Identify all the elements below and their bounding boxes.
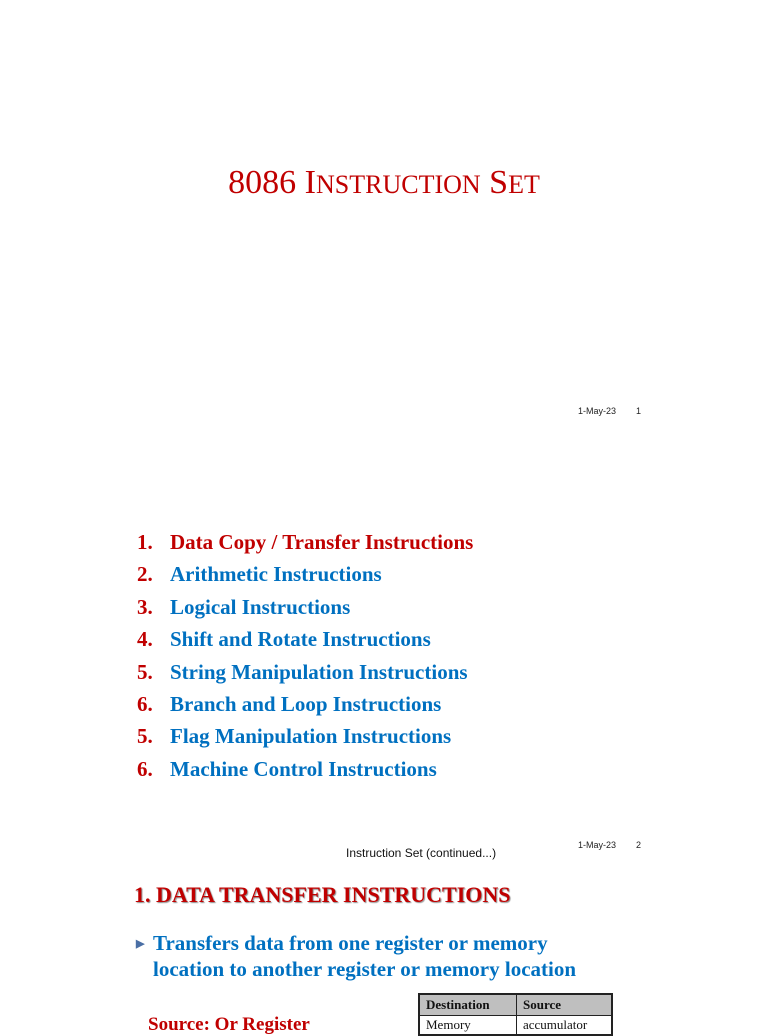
slide-2 bbox=[0, 432, 768, 864]
slide-3 bbox=[0, 864, 768, 1035]
bullet-line: location to another register or memory location bbox=[153, 957, 577, 981]
list-item: 3. Logical Instructions bbox=[137, 594, 351, 619]
partial-bullet: Source: Or Register bbox=[148, 1014, 310, 1035]
table-cell: Memory bbox=[419, 1016, 517, 1036]
slide-title: 1. DATA TRANSFER INSTRUCTIONS bbox=[134, 882, 511, 907]
list-item: 4. Shift and Rotate Instructions bbox=[137, 627, 431, 652]
instruction-category-list bbox=[137, 526, 473, 785]
bullet-arrow-icon: ▶ bbox=[136, 938, 145, 950]
list-item: 2. Arithmetic Instructions bbox=[137, 562, 382, 587]
list-item: 5. String Manipulation Instructions bbox=[137, 659, 468, 684]
list-item: 5. Flag Manipulation Instructions bbox=[137, 724, 452, 749]
bullet-point bbox=[136, 930, 616, 982]
operand-table bbox=[418, 993, 613, 1036]
bullet-line: Transfers data from one register or memory bbox=[153, 931, 548, 955]
column-header: Source bbox=[517, 994, 613, 1016]
list-item: 6. Machine Control Instructions bbox=[137, 756, 437, 781]
slide-number: 2 bbox=[636, 840, 642, 850]
list-item: 1. Data Copy / Transfer Instructions bbox=[137, 530, 474, 554]
column-header: Destination bbox=[419, 994, 517, 1016]
slide-footer: Instruction Set (continued...) bbox=[346, 846, 497, 860]
list-item: 6. Branch and Loop Instructions bbox=[137, 691, 442, 716]
slide-title: 8086 INSTRUCTION SET bbox=[228, 164, 540, 201]
table-row bbox=[419, 1016, 612, 1036]
table-header-row bbox=[419, 994, 612, 1016]
slide-date: 1-May-23 bbox=[578, 840, 617, 850]
table-cell: accumulator bbox=[517, 1016, 613, 1036]
slide-number: 1 bbox=[636, 406, 642, 416]
slide-1 bbox=[0, 0, 768, 432]
slide-date: 1-May-23 bbox=[578, 406, 617, 416]
